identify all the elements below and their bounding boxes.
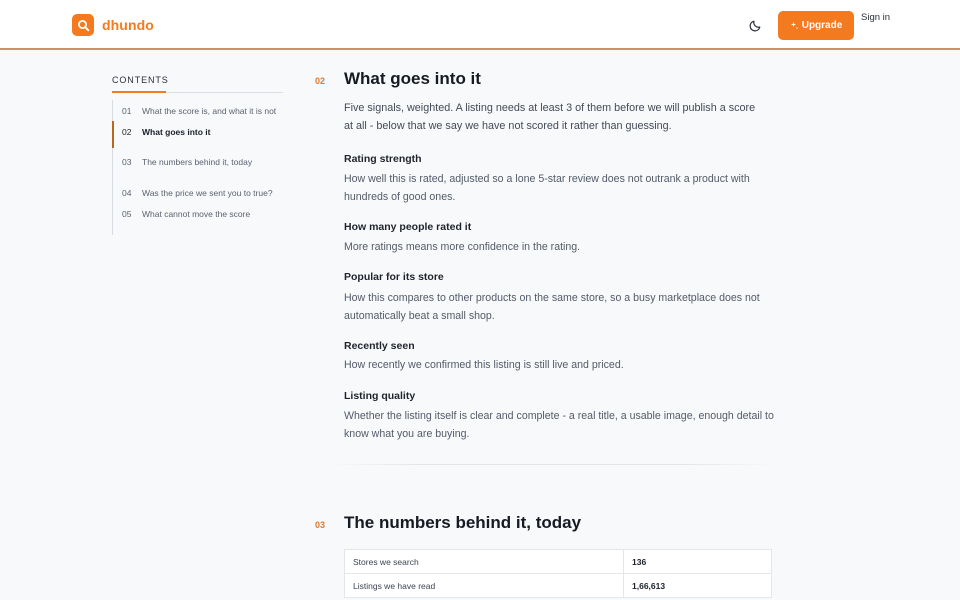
toc-item-number: 05 [122,209,132,219]
signal-title: Popular for its store [344,271,444,283]
signal-title: Listing quality [344,390,416,402]
stat-label: Stores we search [345,550,624,574]
toc-item-what-goes-into-it[interactable] [113,127,283,158]
toc-list [112,100,283,235]
toc-item-numbers-behind-it[interactable] [113,157,283,188]
sign-in-link[interactable]: Sign in [861,12,891,23]
toc-item-what-the-score-is[interactable] [113,100,283,127]
upgrade-button[interactable] [778,11,854,40]
signal-description: Whether the listing itself is clear and complete - a real title, a usable image, enough detail to know what you are buying. [344,410,774,440]
brand-name: dhundo [102,17,154,33]
section-number: 02 [315,76,326,86]
theme-toggle-button[interactable] [746,16,764,34]
signal-description: How well this is rated, adjusted so a lone 5-star review does not outrank a product with hundreds of good ones. [344,173,750,203]
toc-item-number: 04 [122,187,132,198]
toc-item-label: What cannot move the score [142,209,251,219]
stat-label: Listings we have read [345,574,624,598]
stat-value: 136 [624,550,772,574]
toc-item-label: Was the price we sent you to true? [142,187,273,198]
section-title: What goes into it [344,69,481,88]
toc-title: CONTENTS [112,75,283,93]
search-icon [72,14,94,36]
brand-logo[interactable] [72,14,154,36]
signal-description: How this compares to other products on the same store, so a busy marketplace does not automatically beat a small shop. [344,292,760,322]
section-number: 03 [315,520,326,530]
section-divider [330,464,774,465]
table-of-contents [112,75,283,235]
upgrade-label: Upgrade [801,20,843,31]
toc-item-label: What the score is, and what it is not [142,106,277,116]
signal-title: How many people rated it [344,221,472,233]
sparkle-icon [790,21,799,30]
toc-item-number: 03 [122,157,132,167]
toc-item-label: What goes into it [142,126,211,137]
signal-title: Rating strength [344,153,422,165]
signal-title: Recently seen [344,340,415,352]
section-intro: Five signals, weighted. A listing needs at least 3 of them before we will publish a score at all - below that we say we have not scored it rather than guessing. [344,102,756,132]
table-row [345,574,772,598]
stats-table [344,549,772,598]
section-title: The numbers behind it, today [344,513,582,532]
toc-item-cannot-move-score[interactable] [113,209,283,235]
stat-value: 1,66,613 [624,574,772,598]
signal-description: How recently we confirmed this listing is still live and priced. [344,359,624,371]
moon-icon [749,19,762,32]
table-row [345,550,772,574]
toc-item-number: 01 [122,106,132,116]
toc-item-price-true[interactable] [113,188,283,210]
top-navigation-bar [0,0,960,50]
signal-description: More ratings means more confidence in the rating. [344,241,581,253]
toc-item-label: The numbers behind it, today [142,157,253,167]
toc-item-number: 02 [122,126,132,137]
